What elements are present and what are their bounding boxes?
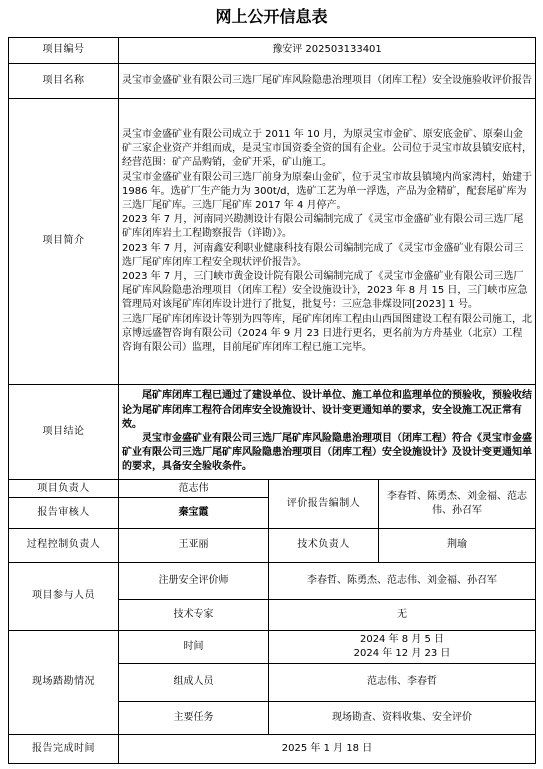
summary-paragraph: 三选厂尾矿库闭库设计等别为四等库，尾矿库闭库工程由山西国图建设工程有限公司施工，北京博远盛智咨询有限公司（2024 年 9 月 23 日进行更名，更名前为方舟基业（北京）工程咨询有限公司）监理，目前尾矿库闭库工程已施工完毕。: [122, 313, 532, 353]
summary-paragraph: 2023 年 7 月，河南同兴勘测设计有限公司编制完成了《灵宝市金盛矿业有限公司三选厂尾矿库闭库岩土工程勘察报告（详勘）》。: [122, 214, 524, 240]
row-conclusion: [9, 384, 536, 480]
row-project-no: [9, 38, 536, 64]
reviewer-label: 报告审核人: [9, 498, 119, 529]
process-control-label: 过程控制负责人: [9, 529, 119, 562]
row-project-name: [9, 63, 536, 98]
survey-time-values: [269, 631, 536, 664]
survey-staff-label: 组成人员: [119, 664, 269, 701]
survey-time-value: 2024 年 12 月 23 日: [353, 648, 451, 660]
page-title: 网上公开信息表: [215, 7, 328, 26]
writers-value: 李春哲、陈勇杰、刘金福、范志伟、孙召军: [379, 480, 536, 529]
registered-label: 注册安全评价师: [119, 562, 269, 599]
row-leader: [9, 480, 536, 498]
info-table: [8, 37, 536, 764]
project-no-label: 项目编号: [9, 38, 119, 64]
leader-value: 范志伟: [119, 480, 269, 498]
conclusion-paragraph: 灵宝市金盛矿业有限公司三选厂尾矿库风险隐患治理项目（闭库工程）符合《灵宝市金盛矿业有限公司三选厂尾矿库风险隐患治理项目（闭库工程）安全设施设计》及设计变更通知单的要求，具备安全验收条件。: [122, 433, 532, 473]
summary-paragraph: 灵宝市金盛矿业有限公司成立于 2011 年 10 月，为原灵宝市金矿、原安底金矿、原秦山金矿三家企业资产并组而成，是灵宝市国资委全资的国有企业。公司位于灵宝市故县镇安底村，经营范围：矿产品购销，金矿开采，矿山施工。: [122, 128, 532, 169]
row-process-control: [9, 529, 536, 562]
registered-value: 李春哲、陈勇杰、范志伟、刘金福、孙召军: [269, 562, 536, 599]
survey-staff-value: 范志伟、李春哲: [269, 664, 536, 701]
tech-lead-value: 荆瑜: [379, 529, 536, 562]
survey-time-value: 2024 年 8 月 5 日: [359, 633, 445, 645]
summary-paragraph: 2023 年 7 月，河南鑫安利职业健康科技有限公司编制完成了《灵宝市金盛矿业有限公司三选厂尾矿库闭库工程安全现状评价报告》。: [122, 242, 524, 268]
project-name-value: 灵宝市金盛矿业有限公司三选厂尾矿库风险隐患治理项目（闭库工程）安全设施验收评价报告: [119, 63, 536, 98]
row-summary: [9, 99, 536, 385]
participants-label: 项目参与人员: [9, 562, 119, 631]
row-participants-registered: [9, 562, 536, 599]
row-completion: [9, 734, 536, 763]
summary-label: 项目简介: [9, 99, 119, 385]
conclusion-text: [119, 384, 536, 480]
conclusion-label: 项目结论: [9, 384, 119, 480]
site-survey-label: 现场踏勘情况: [9, 631, 119, 735]
summary-paragraph: 灵宝市金盛矿业有限公司三选厂前身为原秦山金矿，位于灵宝市故县镇境内尚家湾村，始建于 1986 年。选矿厂生产能力为 300t/d，选矿工艺为单一浮选，产品为金精矿，配套尾矿库为三选厂尾矿库。三选厂尾矿库 2017 年 4 月停产。: [122, 171, 532, 211]
project-name-label: 项目名称: [9, 63, 119, 98]
survey-task-label: 主要任务: [119, 701, 269, 734]
summary-text: [119, 99, 536, 385]
row-survey-time: [9, 631, 536, 664]
conclusion-paragraph: 尾矿库闭库工程已通过了建设单位、设计单位、施工单位和监理单位的预验收，预验收结论为尾矿库闭库工程符合闭库安全设施设计、设计变更通知单的要求，安全设施工况正常有效。: [122, 390, 532, 430]
process-control-value: 王亚丽: [119, 529, 269, 562]
survey-task-value: 现场勘查、资料收集、安全评价: [269, 701, 536, 734]
expert-label: 技术专家: [119, 599, 269, 630]
project-no-value: 豫安评 202503133401: [119, 38, 536, 64]
completion-value: 2025 年 1 月 18 日: [119, 734, 536, 763]
reviewer-value: 秦宝霞: [119, 498, 269, 529]
expert-value: 无: [269, 599, 536, 630]
completion-label: 报告完成时间: [9, 734, 119, 763]
summary-paragraph: 2023 年 7 月，三门峡市黄金设计院有限公司编制完成了《灵宝市金盛矿业有限公司三选厂尾矿库风险隐患治理项目（闭库工程）安全设施设计》，2023 年 8 月 15 日，三门峡市应急管理局对该尾矿库闭库设计进行了批复，批复号：三应急非煤设同[2023] 1 号。: [122, 270, 528, 311]
leader-label: 项目负责人: [9, 480, 119, 498]
writers-label: 评价报告编制人: [269, 480, 379, 529]
survey-time-label: 时间: [119, 631, 269, 664]
tech-lead-label: 技术负责人: [269, 529, 379, 562]
